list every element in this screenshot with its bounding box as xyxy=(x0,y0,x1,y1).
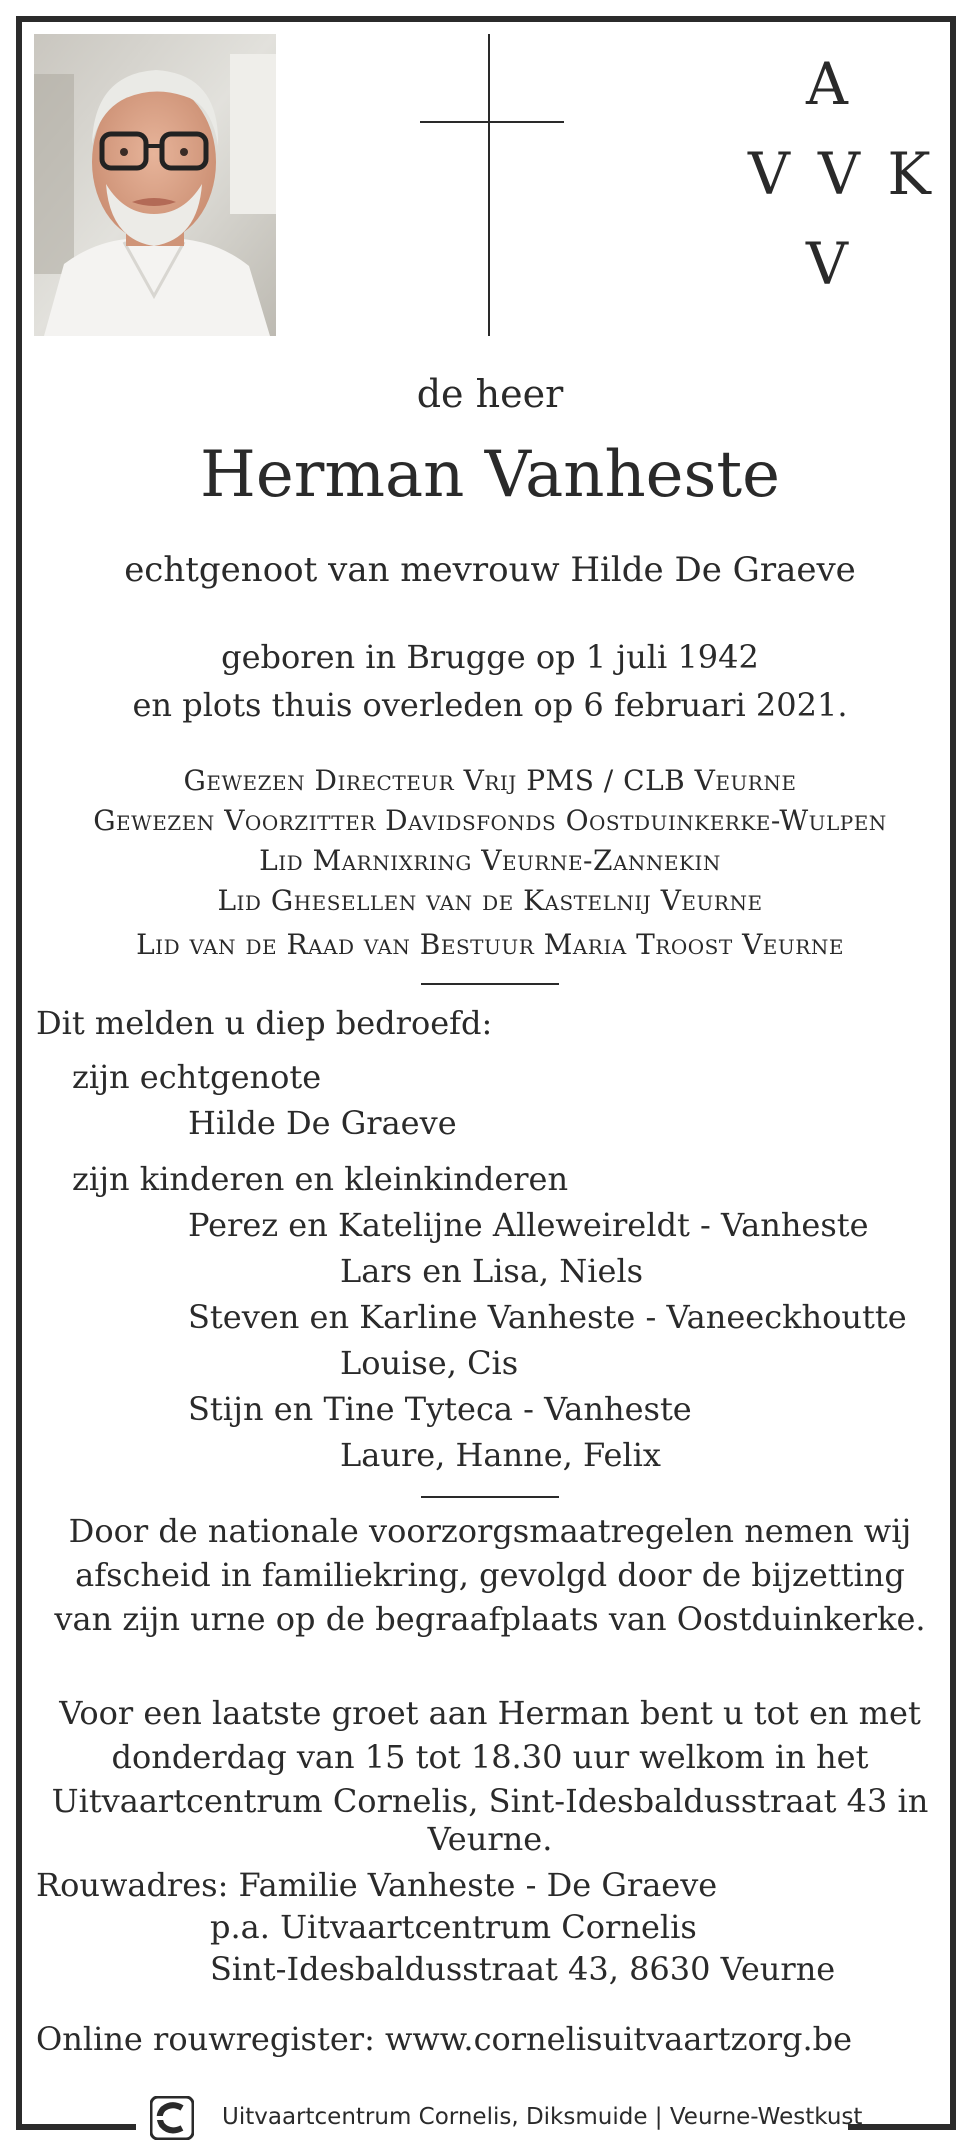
notice-line: Door de nationale voorzorgsmaatregelen nemen wij xyxy=(68,1512,912,1550)
monogram xyxy=(720,50,950,310)
grandchildren: Laure, Hanne, Felix xyxy=(340,1436,661,1474)
mourning-address: Sint-Idesbaldusstraat 43, 8630 Veurne xyxy=(210,1950,836,1988)
online-register-link[interactable]: Online rouwregister: www.cornelisuitvaartzorg.be xyxy=(36,2020,853,2058)
cross-vertical xyxy=(488,34,490,336)
cornelis-logo-icon xyxy=(150,2096,194,2140)
child-couple: Stijn en Tine Tyteca - Vanheste xyxy=(188,1390,692,1428)
spouse-label: zijn echtgenote xyxy=(72,1058,322,1096)
monogram-top: A xyxy=(806,50,848,118)
function-line: Lid Ghesellen van de Kastelnij Veurne xyxy=(217,884,763,917)
spouse-name: Hilde De Graeve xyxy=(188,1104,457,1142)
mourning-address: p.a. Uitvaartcentrum Cornelis xyxy=(210,1908,697,1946)
monogram-middle-center: V xyxy=(818,140,860,208)
grandchildren: Lars en Lisa, Niels xyxy=(340,1252,644,1290)
function-line: Gewezen Voorzitter Davidsfonds Oostduinkerke-Wulpen xyxy=(93,804,887,837)
notice-line: van zijn urne op de begraafplaats van Oostduinkerke. xyxy=(54,1600,926,1638)
visitation-line: Voor een laatste groet aan Herman bent u tot en met xyxy=(59,1694,921,1732)
visitation-line: Uitvaartcentrum Cornelis, Sint-Idesbaldusstraat 43 in Veurne. xyxy=(51,1782,929,1858)
children-label: zijn kinderen en kleinkinderen xyxy=(72,1160,569,1198)
spouse-line: echtgenoot van mevrouw Hilde De Graeve xyxy=(124,550,856,590)
child-couple: Perez en Katelijne Alleweireldt - Vanheste xyxy=(188,1206,869,1244)
frame-bottom-right xyxy=(848,2124,956,2130)
function-line: Gewezen Directeur Vrij PMS / CLB Veurne xyxy=(183,764,797,797)
function-line: Lid Marnixring Veurne-Zannekin xyxy=(259,844,721,877)
deceased-name: Herman Vanheste xyxy=(200,438,780,512)
mourning-address: Rouwadres: Familie Vanheste - De Graeve xyxy=(36,1866,718,1904)
divider xyxy=(421,983,559,985)
footer-text: Uitvaartcentrum Cornelis, Diksmuide | Veurne-Westkust xyxy=(222,2104,863,2130)
announcement: Dit melden u diep bedroefd: xyxy=(36,1004,493,1042)
visitation-line: donderdag van 15 tot 18.30 uur welkom in het xyxy=(111,1738,869,1776)
function-line: Lid van de Raad van Bestuur Maria Troost Veurne xyxy=(136,928,844,961)
birth-line: geboren in Brugge op 1 juli 1942 xyxy=(221,638,759,676)
frame-bottom-left xyxy=(16,2124,136,2130)
monogram-middle-left: V xyxy=(748,140,790,208)
divider xyxy=(421,1496,559,1498)
cross-horizontal xyxy=(420,121,564,123)
portrait-photo xyxy=(34,34,276,336)
notice-line: afscheid in familiekring, gevolgd door de bijzetting xyxy=(75,1556,905,1594)
grandchildren: Louise, Cis xyxy=(340,1344,519,1382)
death-line: en plots thuis overleden op 6 februari 2021. xyxy=(132,686,848,724)
monogram-middle-right: K xyxy=(887,140,931,208)
footer xyxy=(146,2096,863,2142)
monogram-bottom: V xyxy=(806,230,848,298)
honorific: de heer xyxy=(416,372,564,416)
child-couple: Steven en Karline Vanheste - Vaneeckhoutte xyxy=(188,1298,907,1336)
